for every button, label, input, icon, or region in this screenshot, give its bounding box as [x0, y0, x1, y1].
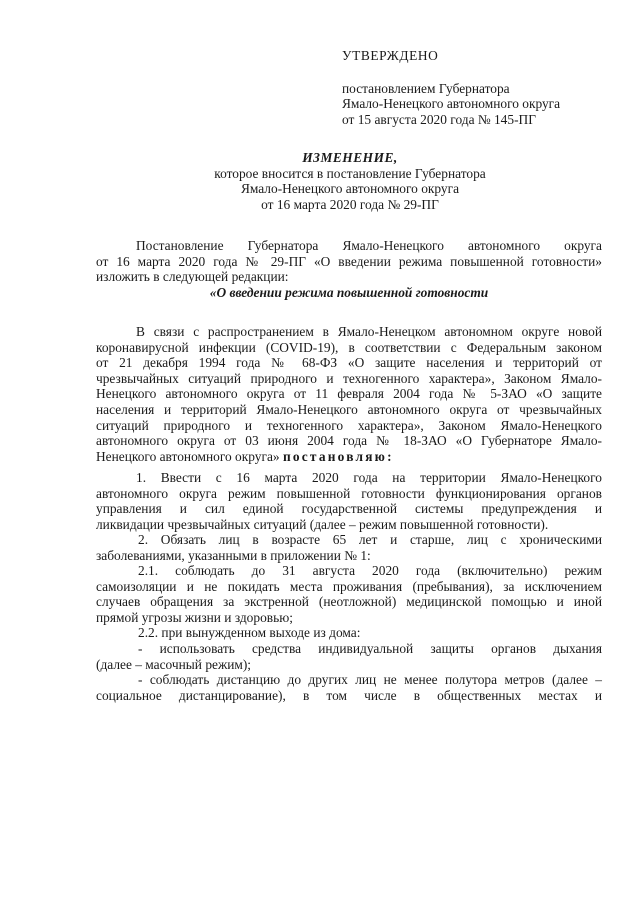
preamble-paragraph: [96, 324, 602, 464]
item-2-1-line: прямой угрозы жизни и здоровью;: [96, 609, 293, 625]
new-title: [96, 285, 602, 301]
item-2-2-a: [96, 641, 602, 672]
preamble-last-line: [96, 449, 602, 465]
document-title: [100, 150, 600, 212]
item-1-line: управления и сил единой государственной системы предупреждения и: [96, 501, 602, 517]
item-2-1: [96, 563, 602, 625]
preamble-line: В связи с распространением в Ямало-Ненецком автономном округе новой: [136, 324, 602, 339]
item-2-2-b-line: социальное дистанцирование), в том числе в общественных местах и: [96, 687, 602, 703]
item-2-2-a-line: (далее – масочный режим);: [96, 656, 252, 672]
item-1-line: 1. Ввести с 16 марта 2020 года на территории Ямало-Ненецкого: [136, 470, 602, 485]
intro-line: Постановление Губернатора Ямало-Ненецкого автономного округа: [136, 238, 602, 253]
item-2-2-b: [96, 672, 602, 703]
item-2-1-line: самоизоляции и не покидать места проживания (пребывания), за исключением: [96, 578, 602, 594]
item-2-2: [96, 625, 602, 641]
preamble-last-text: Ненецкого автономного округа»: [96, 448, 280, 464]
title-main: ИЗМЕНЕНИЕ,: [302, 150, 398, 165]
preamble-line: чрезвычайных ситуаций природного и техногенного характера», Законом Ямало-: [96, 370, 602, 386]
title-line: от 16 марта 2020 года № 29-ПГ: [261, 196, 439, 212]
item-2-2-b-line: - соблюдать дистанцию до других лиц не менее полутора метров (далее –: [138, 672, 602, 687]
item-2-1-line: случаев обращения за экстренной (неотложной) медицинской помощью и иной: [96, 594, 602, 610]
preamble-line: населения и территорий Ямало-Ненецкого автономного округа от чрезвычайных: [96, 401, 602, 417]
intro-paragraph: [96, 238, 602, 285]
item-1-line: ликвидации чрезвычайных ситуаций (далее – режим повышенной готовности).: [96, 516, 549, 532]
item-2-1-line: 2.1. соблюдать до 31 августа 2020 года (включительно) режим: [138, 563, 602, 578]
item-2-2-line: 2.2. при вынужденном выходе из дома:: [138, 625, 361, 640]
item-1-line: автономного округа режим повышенной готовности функционирования органов: [96, 485, 602, 501]
item-2-2-a-line: - использовать средства индивидуальной защиты органов дыхания: [138, 641, 602, 656]
preamble-line: автономного округа от 03 июня 2004 года № 18-ЗАО «О Губернаторе Ямало-: [96, 433, 602, 449]
approval-heading: УТВЕРЖДЕНО: [342, 48, 439, 63]
item-2: [96, 532, 602, 563]
title-line: Ямало-Ненецкого автономного округа: [240, 181, 460, 197]
approval-line: постановлением Губернатора: [342, 80, 510, 96]
approval-line: Ямало-Ненецкого автономного округа: [342, 96, 561, 112]
new-title-text: «О введении режима повышенной готовности: [209, 285, 489, 300]
preamble-line: от 21 декабря 1994 года № 68-ФЗ «О защите населения и территорий от: [96, 355, 602, 371]
preamble-line: Ненецкого автономного округа от 11 февраля 2004 года № 5-ЗАО «О защите: [96, 386, 602, 402]
preamble-line: коронавирусной инфекции (COVID-19), в соответствии с Федеральным законом: [96, 339, 602, 355]
intro-line: от 16 марта 2020 года № 29-ПГ «О введении режима повышенной готовности»: [96, 253, 602, 269]
item-1: [96, 470, 602, 532]
approval-stamp: [342, 48, 612, 127]
item-2-line: заболеваниями, указанными в приложении № 1:: [96, 547, 371, 563]
intro-line: изложить в следующей редакции:: [96, 269, 289, 285]
approval-line: от 15 августа 2020 года № 145-ПГ: [342, 111, 536, 127]
item-2-line: 2. Обязать лиц в возрасте 65 лет и старше, лиц с хроническими: [138, 532, 602, 547]
title-line: которое вносится в постановление Губернатора: [214, 165, 486, 181]
decree-word: постановляю:: [282, 448, 394, 464]
preamble-line: ситуаций природного и техногенного характера», Законом Ямало-Ненецкого: [96, 417, 602, 433]
